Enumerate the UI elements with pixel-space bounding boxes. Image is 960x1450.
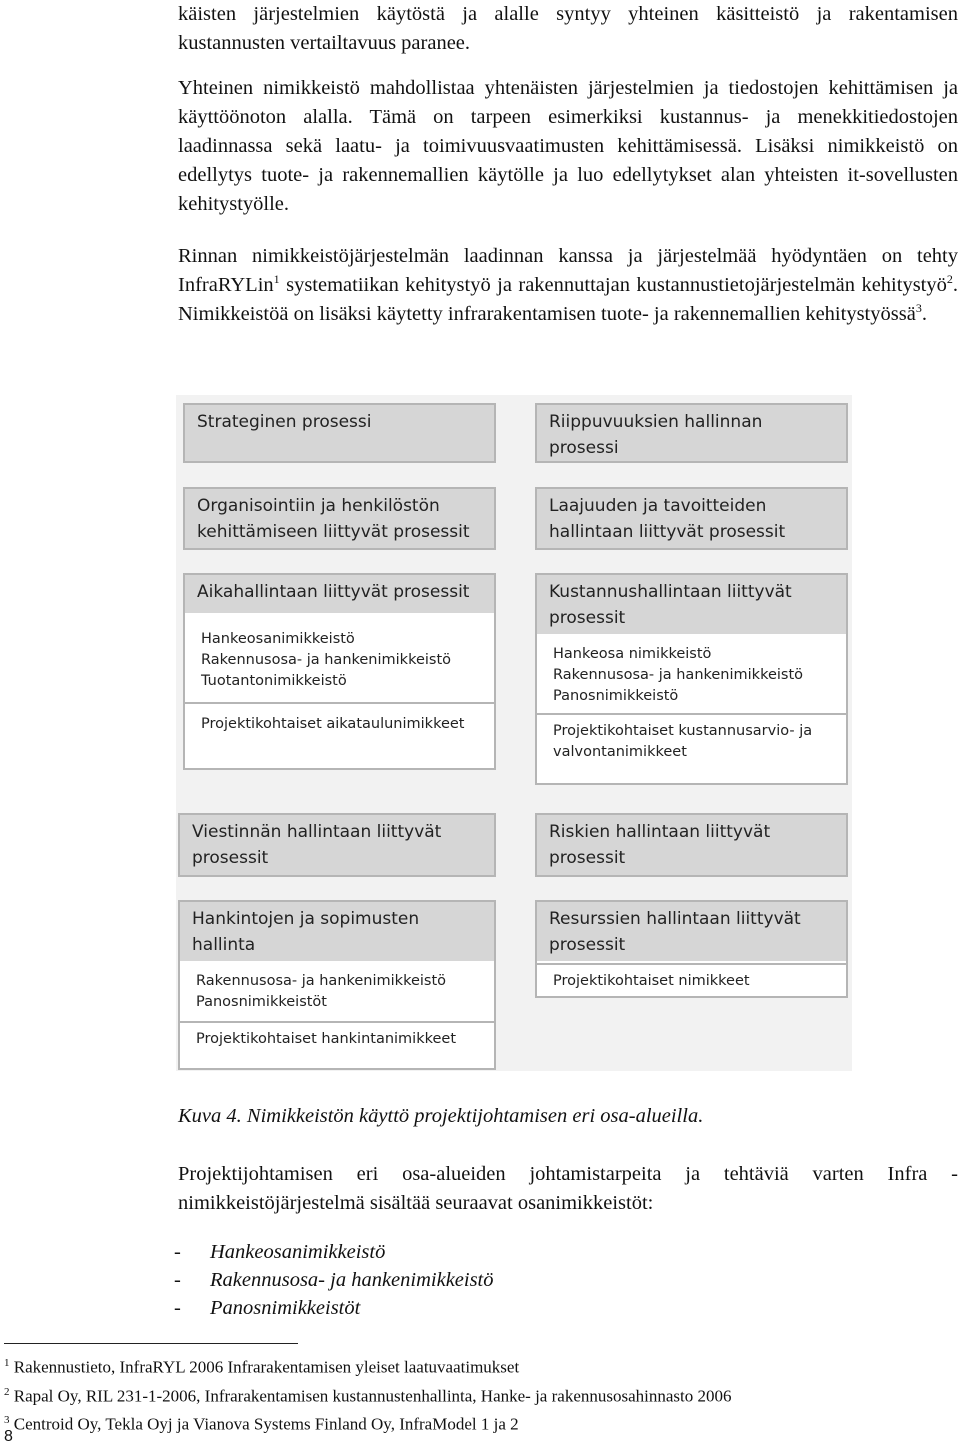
intro-paragraph-end: käisten järjestelmien käytöstä ja alalle syntyy yhteinen käsitteistö ja rakentamisen kustannusten vertailtavuus paranee. [178, 3, 958, 54]
box-header: Resurssien hallintaan liittyvät prosessit [537, 902, 846, 963]
footnote: $^2$ Rapal Oy, RIL 231-1-2006, Infrarakentamisen kustannustenhallinta, Hanke- ja rakennusosahinnasto 2006 [4, 1385, 732, 1406]
list-item: - Panosnimikkeistöt [174, 1297, 361, 1319]
footnote-ref-2: 2 [946, 272, 953, 287]
box-riskit [535, 813, 848, 877]
list-item: - Hankeosanimikkeistö [174, 1241, 386, 1263]
paragraph-parallel-development: Rinnan nimikkeistöjärjestelmän laadinnan kanssa ja järjestelmää hyödyntäen on tehty InfraRYLin$^1$ systematiikan kehitystyö ja rakennuttajan kustannustietojärjestelmän kehitystyö$^2$. Nimikkeistöä on lisäksi käytetty infrarakentamisen tuote- ja rakennemallien kehitystyössä$^3$. [178, 245, 958, 325]
box-viestinta [178, 813, 496, 877]
footnotes [4, 1351, 732, 1437]
nomenclature-list: Hankeosanimikkeistö Rakennusosa- ja hankenimikkeistö Tuotantonimikkeistö [201, 631, 452, 689]
box-header: Organisointiin ja henkilöstön kehittämiseen liittyvät prosessit [185, 489, 494, 548]
project-nomenclature: Projektikohtaiset hankintanimikkeet [180, 1021, 494, 1056]
project-nomenclature: Projektikohtaiset kustannusarvio- ja valvontanimikkeet [537, 713, 846, 769]
box-laajuus [535, 487, 848, 550]
nomenclature-list: Rakennusosa- ja hankenimikkeistö Panosnimikkeistöt [196, 973, 447, 1010]
process-diagram [176, 395, 852, 1071]
box-riippuvuus [535, 403, 848, 463]
paragraph-nomenclature-benefits: Yhteinen nimikkeistö mahdollistaa yhtenäisten järjestelmien ja tiedostojen kehittämisen ja käyttöönoton alalla. Tämä on tarpeen esimerkiksi kustannus- ja menekkitiedostojen laadinnassa sekä laatu- ja toimivuusvaatimusten kehittämisessä. Lisäksi nimikkeistö on edellytys tuote- ja rakennemallien käytölle ja luo edellytykset alan yhteisten it-sovellusten kehitystyölle. [178, 77, 958, 215]
box-header: Kustannushallintaan liittyvät prosessit [537, 575, 846, 636]
box-header: Riskien hallintaan liittyvät prosessit [537, 815, 846, 875]
list-item: - Rakennusosa- ja hankenimikkeistö [174, 1269, 494, 1291]
footnote-ref-1: 1 [273, 272, 280, 287]
box-header: Laajuuden ja tavoitteiden hallintaan liittyvät prosessit [537, 489, 846, 548]
box-header: Riippuvuuksien hallinnan prosessi [537, 405, 846, 461]
footnote-divider [4, 1343, 298, 1344]
box-organisointi [183, 487, 496, 550]
box-resurssit [535, 900, 848, 998]
figure-caption: Kuva 4. Nimikkeistön käyttö projektijohtamisen eri osa-alueilla. [178, 1105, 704, 1127]
page-number: 8 [4, 1428, 13, 1445]
sub-nomenclature-list [174, 1238, 494, 1322]
box-header: Strateginen prosessi [185, 405, 494, 461]
box-strateginen [183, 403, 496, 463]
footnote: $^3$ Centroid Oy, Tekla Oyj ja Vianova Systems Finland Oy, InfraModel 1 ja 2 [4, 1414, 519, 1434]
project-nomenclature: Projektikohtaiset aikataulunimikkeet [185, 702, 494, 741]
box-header: Hankintojen ja sopimusten hallinta [180, 902, 494, 963]
box-hankinta [178, 900, 496, 1070]
box-header: Aikahallintaan liittyvät prosessit [185, 575, 494, 615]
nomenclature-list: Hankeosa nimikkeistö Rakennusosa- ja hankenimikkeistö Panosnimikkeistö [553, 646, 804, 704]
box-kustannushallinta [535, 573, 848, 785]
box-aikahallinta [183, 573, 496, 770]
footnote-ref-3: 3 [915, 301, 922, 316]
box-header: Viestinnän hallintaan liittyvät prosessit [180, 815, 494, 875]
project-nomenclature: Projektikohtaiset nimikkeet [537, 963, 846, 998]
paragraph-sub-nomenclatures: Projektijohtamisen eri osa-alueiden johtamistarpeita ja tehtäviä varten Infra -nimikkeistöjärjestelmä sisältää seuraavat osanimikkeistöt: [178, 1163, 958, 1214]
footnote: $^1$ Rakennustieto, InfraRYL 2006 Infrarakentamisen yleiset laatuvaatimukset [4, 1357, 520, 1377]
